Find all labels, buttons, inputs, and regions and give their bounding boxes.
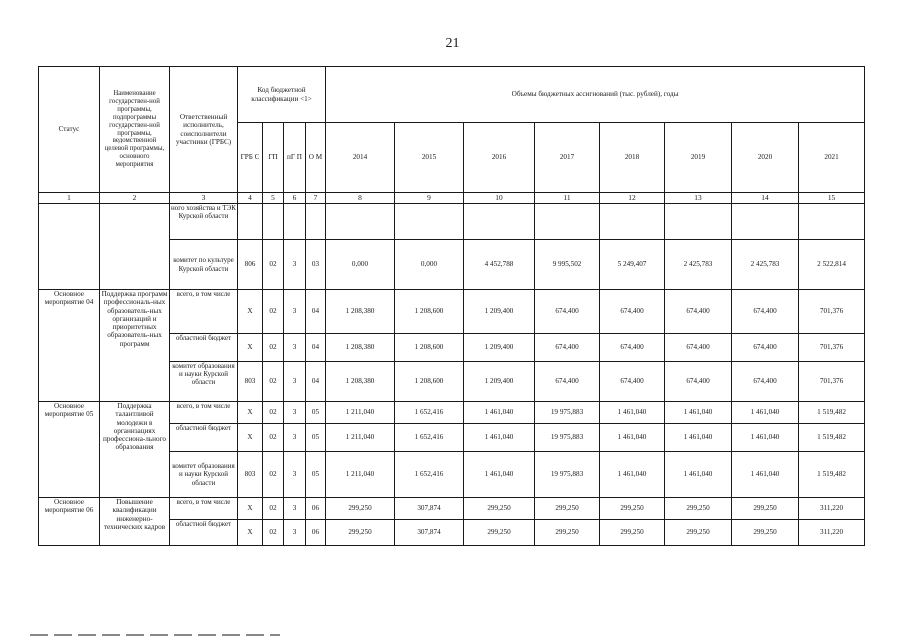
- column-number: 1: [39, 193, 100, 204]
- table-row: [39, 402, 865, 424]
- table-row: [39, 498, 865, 520]
- value-cell: 1 461,040: [732, 402, 799, 424]
- executor-cell: комитет образования и науки Курской области: [170, 362, 238, 402]
- code-cell: 05: [306, 452, 326, 498]
- code-cell: 06: [306, 520, 326, 546]
- code-cell: 04: [306, 334, 326, 362]
- code-cell: 803: [238, 362, 263, 402]
- code-cell: 02: [263, 290, 284, 334]
- code-cell: 3: [284, 334, 306, 362]
- code-cell: 06: [306, 498, 326, 520]
- value-cell: 5 249,407: [600, 240, 665, 290]
- program-name-cell: Поддержка программ профессиональ-ных образователь-ных организаций и приоритетных образователь-ных программ: [100, 290, 170, 402]
- executor-cell: комитет образования и науки Курской области: [170, 452, 238, 498]
- value-cell: 1 461,040: [600, 424, 665, 452]
- value-cell: 311,220: [799, 520, 865, 546]
- value-cell: 1 461,040: [732, 452, 799, 498]
- code-cell: X: [238, 520, 263, 546]
- value-cell: 19 975,883: [535, 452, 600, 498]
- code-cell: 3: [284, 424, 306, 452]
- value-cell: [464, 204, 535, 240]
- value-cell: 674,400: [665, 334, 732, 362]
- value-cell: 19 975,883: [535, 402, 600, 424]
- header-year-2019: 2019: [665, 123, 732, 193]
- code-cell: 03: [306, 240, 326, 290]
- value-cell: 307,874: [395, 498, 464, 520]
- value-cell: 1 211,040: [326, 424, 395, 452]
- value-cell: 1 461,040: [665, 452, 732, 498]
- value-cell: 1 461,040: [600, 452, 665, 498]
- column-number: 9: [395, 193, 464, 204]
- header-executor: Ответственный исполнитель, соисполнители участники (ГРБС): [170, 67, 238, 193]
- value-cell: 674,400: [535, 362, 600, 402]
- status-cell: Основное мероприятие 04: [39, 290, 100, 402]
- value-cell: 674,400: [732, 362, 799, 402]
- value-cell: [799, 204, 865, 240]
- code-cell: 3: [284, 452, 306, 498]
- value-cell: 311,220: [799, 498, 865, 520]
- value-cell: 1 461,040: [665, 424, 732, 452]
- value-cell: 1 461,040: [665, 402, 732, 424]
- value-cell: 299,250: [732, 498, 799, 520]
- value-cell: 1 519,482: [799, 402, 865, 424]
- header-program-name: Наименование государствен-ной программы, подпрограммы государствен-ной программы, ведомственной целевой программы, основного мероприятия: [100, 67, 170, 193]
- column-number: 7: [306, 193, 326, 204]
- header-year-2014: 2014: [326, 123, 395, 193]
- header-code-grbs: ГРБ С: [238, 123, 263, 193]
- table-row: [39, 204, 865, 240]
- value-cell: 674,400: [665, 290, 732, 334]
- budget-table: [38, 66, 865, 546]
- code-cell: 05: [306, 402, 326, 424]
- value-cell: 701,376: [799, 334, 865, 362]
- value-cell: 1 652,416: [395, 424, 464, 452]
- header-budget-volume: Объемы бюджетных ассигнований (тыс. рублей), годы: [326, 67, 865, 123]
- value-cell: 674,400: [600, 362, 665, 402]
- code-cell: [306, 204, 326, 240]
- value-cell: 1 208,380: [326, 362, 395, 402]
- value-cell: 307,874: [395, 520, 464, 546]
- code-cell: 3: [284, 520, 306, 546]
- code-cell: X: [238, 424, 263, 452]
- code-cell: X: [238, 334, 263, 362]
- value-cell: 1 652,416: [395, 402, 464, 424]
- code-cell: 02: [263, 520, 284, 546]
- value-cell: [600, 204, 665, 240]
- value-cell: 0,000: [395, 240, 464, 290]
- value-cell: 1 208,600: [395, 334, 464, 362]
- value-cell: 674,400: [665, 362, 732, 402]
- value-cell: 299,250: [600, 498, 665, 520]
- value-cell: 701,376: [799, 290, 865, 334]
- column-number: 11: [535, 193, 600, 204]
- code-cell: X: [238, 402, 263, 424]
- value-cell: 674,400: [732, 334, 799, 362]
- header-status: Статус: [39, 67, 100, 193]
- executor-cell: областной бюджет: [170, 520, 238, 546]
- value-cell: 1 211,040: [326, 402, 395, 424]
- value-cell: 1 519,482: [799, 452, 865, 498]
- column-number: 5: [263, 193, 284, 204]
- value-cell: 1 652,416: [395, 452, 464, 498]
- value-cell: 1 208,600: [395, 290, 464, 334]
- status-cell: [39, 204, 100, 290]
- header-year-2021: 2021: [799, 123, 865, 193]
- value-cell: 299,250: [464, 520, 535, 546]
- value-cell: 2 425,783: [665, 240, 732, 290]
- executor-cell: комитет по культуре Курской области: [170, 240, 238, 290]
- value-cell: 299,250: [665, 498, 732, 520]
- table-row: [39, 290, 865, 334]
- column-number: 8: [326, 193, 395, 204]
- value-cell: [665, 204, 732, 240]
- value-cell: 1 209,400: [464, 362, 535, 402]
- code-cell: X: [238, 290, 263, 334]
- code-cell: 05: [306, 424, 326, 452]
- executor-cell: всего, в том числе: [170, 402, 238, 424]
- value-cell: [326, 204, 395, 240]
- value-cell: 674,400: [535, 334, 600, 362]
- value-cell: 1 208,380: [326, 334, 395, 362]
- value-cell: 299,250: [535, 520, 600, 546]
- code-cell: 02: [263, 452, 284, 498]
- scan-edge-line: [30, 634, 280, 636]
- code-cell: 806: [238, 240, 263, 290]
- value-cell: [732, 204, 799, 240]
- value-cell: 1 211,040: [326, 452, 395, 498]
- status-cell: Основное мероприятие 06: [39, 498, 100, 546]
- program-name-cell: [100, 204, 170, 290]
- value-cell: 299,250: [326, 498, 395, 520]
- column-number: 13: [665, 193, 732, 204]
- value-cell: 1 519,482: [799, 424, 865, 452]
- header-year-2018: 2018: [600, 123, 665, 193]
- column-number: 2: [100, 193, 170, 204]
- header-year-2016: 2016: [464, 123, 535, 193]
- column-number: 15: [799, 193, 865, 204]
- executor-cell: областной бюджет: [170, 334, 238, 362]
- value-cell: 4 452,788: [464, 240, 535, 290]
- code-cell: 02: [263, 424, 284, 452]
- value-cell: 1 209,400: [464, 290, 535, 334]
- value-cell: 674,400: [732, 290, 799, 334]
- header-budget-code: Код бюджетной классификации <1>: [238, 67, 326, 123]
- value-cell: 299,250: [535, 498, 600, 520]
- value-cell: 1 209,400: [464, 334, 535, 362]
- value-cell: 299,250: [464, 498, 535, 520]
- value-cell: 1 461,040: [600, 402, 665, 424]
- executor-cell: ного хозяйства и ТЭК Курской области: [170, 204, 238, 240]
- column-number: 4: [238, 193, 263, 204]
- executor-cell: всего, в том числе: [170, 498, 238, 520]
- code-cell: [238, 204, 263, 240]
- column-number-row: [39, 193, 865, 204]
- header-year-2017: 2017: [535, 123, 600, 193]
- value-cell: 299,250: [600, 520, 665, 546]
- code-cell: 3: [284, 498, 306, 520]
- code-cell: [284, 204, 306, 240]
- value-cell: 701,376: [799, 362, 865, 402]
- value-cell: 1 461,040: [732, 424, 799, 452]
- code-cell: 3: [284, 402, 306, 424]
- header-code-om: О М: [306, 123, 326, 193]
- value-cell: [395, 204, 464, 240]
- code-cell: 04: [306, 290, 326, 334]
- value-cell: 1 461,040: [464, 452, 535, 498]
- value-cell: 0,000: [326, 240, 395, 290]
- value-cell: 674,400: [600, 290, 665, 334]
- value-cell: 674,400: [600, 334, 665, 362]
- value-cell: 299,250: [326, 520, 395, 546]
- code-cell: [263, 204, 284, 240]
- value-cell: 299,250: [665, 520, 732, 546]
- value-cell: 1 208,600: [395, 362, 464, 402]
- code-cell: 02: [263, 362, 284, 402]
- value-cell: 2 522,814: [799, 240, 865, 290]
- value-cell: 674,400: [535, 290, 600, 334]
- code-cell: 3: [284, 362, 306, 402]
- header-year-2015: 2015: [395, 123, 464, 193]
- status-cell: Основное мероприятие 05: [39, 402, 100, 498]
- header-code-gp: ГП: [263, 123, 284, 193]
- value-cell: 299,250: [732, 520, 799, 546]
- code-cell: 02: [263, 498, 284, 520]
- header-code-pgp: пГ П: [284, 123, 306, 193]
- value-cell: 2 425,783: [732, 240, 799, 290]
- value-cell: 19 975,883: [535, 424, 600, 452]
- code-cell: 3: [284, 240, 306, 290]
- executor-cell: всего, в том числе: [170, 290, 238, 334]
- value-cell: 1 461,040: [464, 402, 535, 424]
- column-number: 6: [284, 193, 306, 204]
- value-cell: 1 208,380: [326, 290, 395, 334]
- code-cell: X: [238, 498, 263, 520]
- column-number: 14: [732, 193, 799, 204]
- code-cell: 04: [306, 362, 326, 402]
- page-number: 21: [445, 36, 460, 51]
- code-cell: 02: [263, 240, 284, 290]
- column-number: 12: [600, 193, 665, 204]
- program-name-cell: Повышение квалификации инженерно-технических кадров: [100, 498, 170, 546]
- code-cell: 02: [263, 402, 284, 424]
- code-cell: 02: [263, 334, 284, 362]
- column-number: 3: [170, 193, 238, 204]
- code-cell: 803: [238, 452, 263, 498]
- value-cell: 1 461,040: [464, 424, 535, 452]
- header-year-2020: 2020: [732, 123, 799, 193]
- value-cell: 9 995,502: [535, 240, 600, 290]
- column-number: 10: [464, 193, 535, 204]
- executor-cell: областной бюджет: [170, 424, 238, 452]
- program-name-cell: Поддержка талантливой молодежи в организациях профессиона-льного образования: [100, 402, 170, 498]
- code-cell: 3: [284, 290, 306, 334]
- value-cell: [535, 204, 600, 240]
